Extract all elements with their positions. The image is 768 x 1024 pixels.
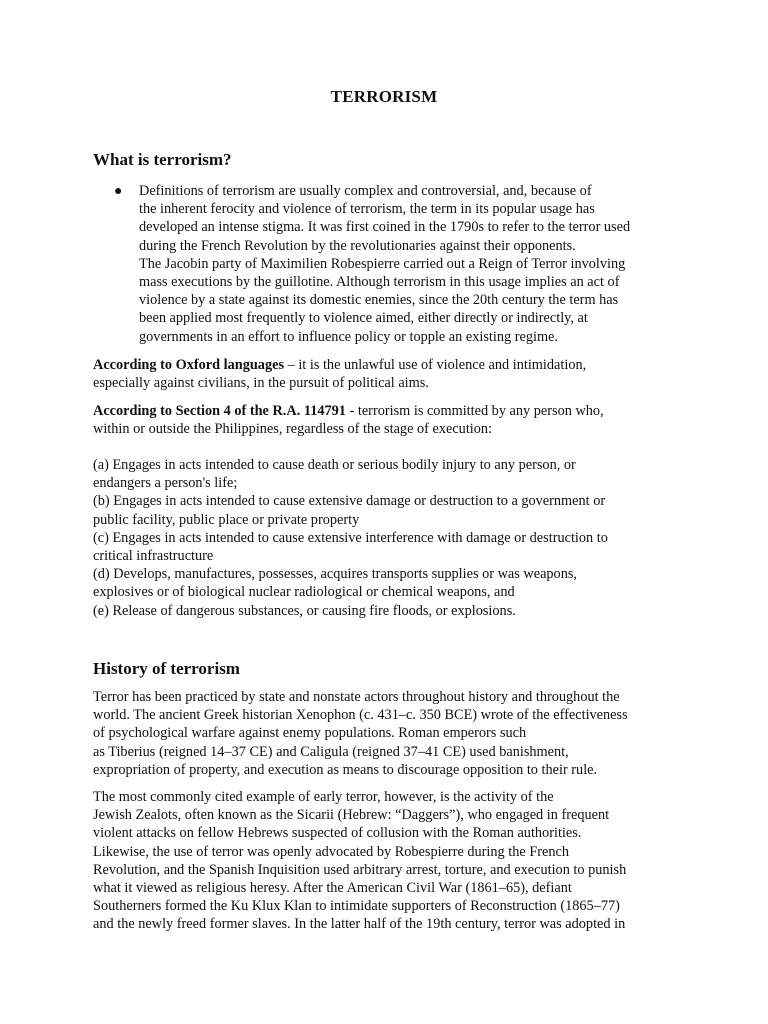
text-line: The Jacobin party of Maximilien Robespierre carried out a Reign of Terror involving	[139, 255, 626, 272]
text-line: Terror has been practiced by state and nonstate actors throughout history and throughout the	[93, 689, 620, 705]
text-line: world. The ancient Greek historian Xenophon (c. 431–c. 350 BCE) wrote of the effectiveness	[93, 707, 628, 724]
text-line: and the newly freed former slaves. In the latter half of the 19th century, terror was adopted in	[93, 916, 626, 933]
history-paragraph-2	[93, 788, 693, 934]
list-item: (d) Develops, manufactures, possesses, acquires transports supplies or was weapons,	[93, 566, 577, 583]
text-line: The most commonly cited example of early terror, however, is the activity of the	[93, 789, 554, 805]
list-item: explosives or of biological nuclear radiological or chemical weapons, and	[93, 584, 515, 601]
text-line: as Tiberius (reigned 14–37 CE) and Caligula (reigned 37–41 CE) used banishment,	[93, 743, 569, 760]
acts-list	[93, 456, 693, 620]
text-line: especially against civilians, in the pursuit of political aims.	[93, 375, 429, 392]
text-line: expropriation of property, and execution as means to discourage opposition to their rule.	[93, 761, 598, 778]
text-line: the inherent ferocity and violence of terrorism, the term in its popular usage has	[139, 201, 595, 218]
oxford-label: According to Oxford languages	[93, 357, 285, 373]
text-line: Definitions of terrorism are usually complex and controversial, and, because of	[139, 183, 592, 199]
section4-label: According to Section 4 of the R.A. 114791	[93, 403, 346, 419]
text-line: during the French Revolution by the revolutionaries against their opponents.	[139, 237, 576, 254]
text-line: governments in an effort to influence policy or topple an existing regime.	[139, 328, 558, 345]
text-line: Jewish Zealots, often known as the Sicarii (Hebrew: “Daggers”), who engaged in frequent	[93, 807, 610, 824]
list-item: public facility, public place or private property	[93, 511, 360, 528]
oxford-definition	[93, 356, 693, 392]
text-line: within or outside the Philippines, regardless of the stage of execution:	[93, 421, 493, 438]
section4-text: - terrorism is committed by any person who,	[345, 403, 604, 419]
text-line: violence by a state against its domestic enemies, since the 20th century the term has	[139, 292, 619, 309]
section4-definition	[93, 402, 693, 438]
heading-what-is-terrorism: What is terrorism?	[93, 150, 232, 169]
text-line: Likewise, the use of terror was openly advocated by Robespierre during the French	[93, 843, 570, 860]
text-line: violent attacks on fellow Hebrews suspected of collusion with the Roman authorities.	[93, 825, 582, 842]
text-line: of psychological warfare against enemy populations. Roman emperors such	[93, 725, 527, 742]
text-line: developed an intense stigma. It was first coined in the 1790s to refer to the terror used	[139, 219, 631, 236]
text-line: been applied most frequently to violence aimed, either directly or indirectly, at	[139, 310, 588, 327]
list-item: (b) Engages in acts intended to cause extensive damage or destruction to a government or	[93, 493, 606, 510]
definition-bullet-text	[139, 182, 699, 346]
list-item: (a) Engages in acts intended to cause death or serious bodily injury to any person, or	[93, 457, 576, 473]
list-item: (c) Engages in acts intended to cause extensive interference with damage or destruction to	[93, 529, 608, 546]
text-line: Southerners formed the Ku Klux Klan to intimidate supporters of Reconstruction (1865–77)	[93, 898, 620, 915]
heading-history-of-terrorism: History of terrorism	[93, 659, 240, 678]
bullet-marker: ●	[114, 184, 123, 199]
oxford-text: – it is the unlawful use of violence and intimidation,	[284, 357, 587, 373]
list-item: endangers a person's life;	[93, 475, 238, 492]
list-item: critical infrastructure	[93, 548, 214, 565]
list-item: (e) Release of dangerous substances, or causing fire floods, or explosions.	[93, 602, 516, 619]
text-line: what it viewed as religious heresy. After the American Civil War (1861–65), defiant	[93, 880, 572, 897]
document-title: TERRORISM	[330, 87, 438, 106]
text-line: mass executions by the guillotine. Although terrorism in this usage implies an act of	[139, 274, 620, 291]
text-line: Revolution, and the Spanish Inquisition used arbitrary arrest, torture, and execution to punish	[93, 861, 627, 878]
history-paragraph-1	[93, 688, 693, 779]
